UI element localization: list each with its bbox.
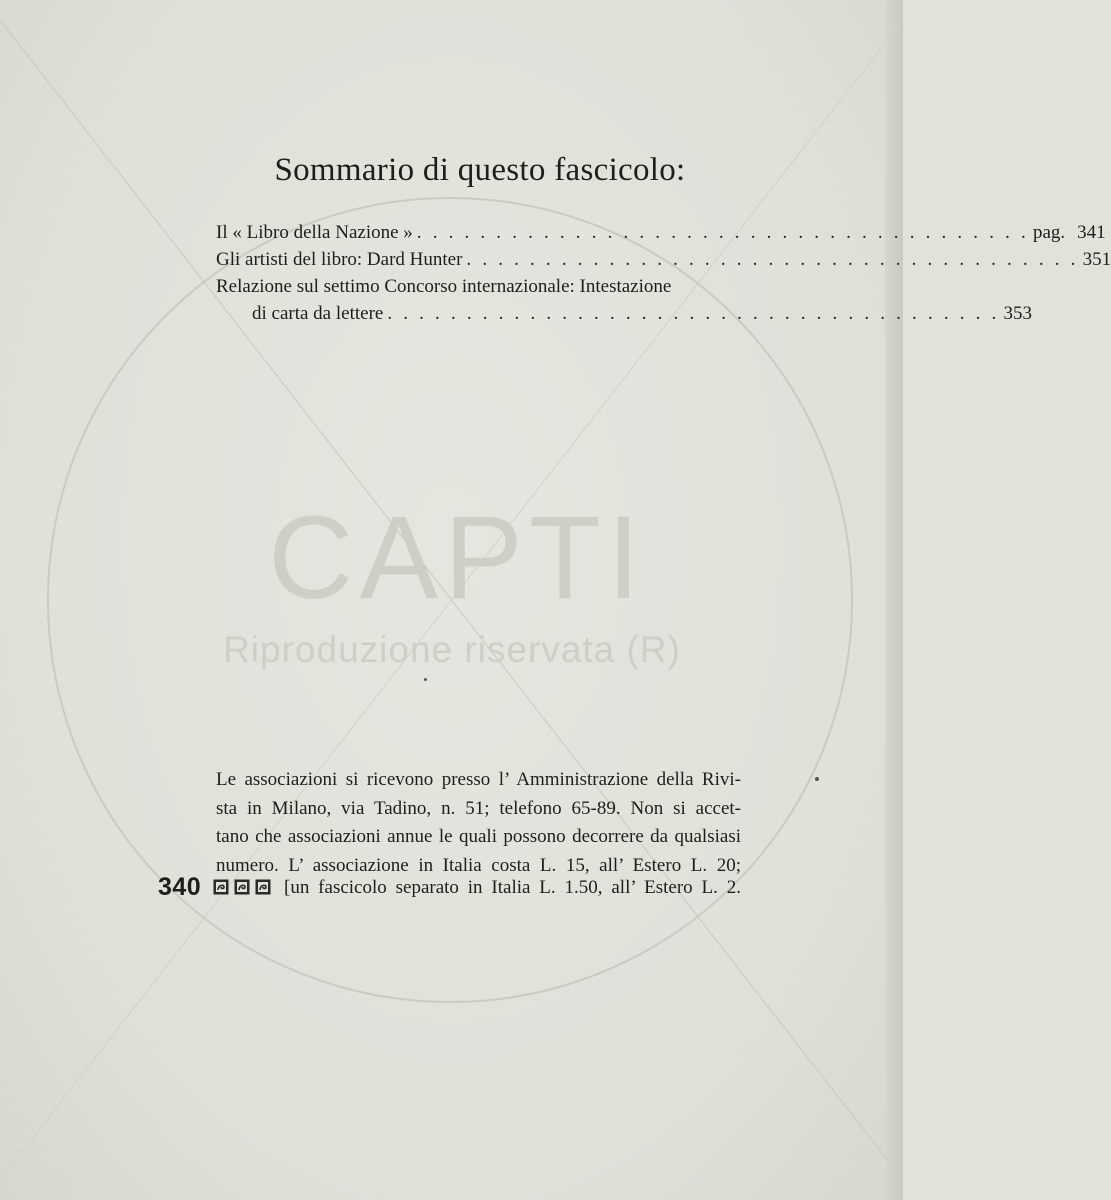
toc-pag-label: pag. [1032,222,1066,243]
watermark-notice: Riproduzione riservata (R) [223,629,681,670]
ornament-group [213,879,271,895]
paper-speck [815,777,819,781]
toc-entry-title: Il « Libro della Nazione » [216,222,413,243]
toc-entry-page: 351 [1082,249,1111,270]
toc-entry-page: 353 [1003,303,1032,324]
notice-line: numero. L’ associazione in Italia costa L. 15, all’ Estero L. 20; [216,854,741,876]
toc-entry-title-continuation: di carta da lettere [252,303,384,324]
watermark-brand: CAPTI [268,492,646,624]
toc-entry [216,249,1111,276]
page-number: 340 [158,873,202,901]
ornament-icon [234,879,250,895]
toc-entry-title: Gli artisti del libro: Dard Hunter [216,249,463,270]
toc-entry [216,222,1106,249]
page-title: Sommario di questo fascicolo: [274,152,686,188]
toc-leader: . . . . . . . . . . . . . . . . . . . . . . . . . . . . . . . . . . . . . . . [466,249,1079,270]
notice-line: Le associazioni si ricevono presso l’ Amministrazione della Rivi- [216,769,741,790]
toc-entry-continuation [216,303,1032,330]
ornament-icon [213,879,229,895]
toc-entry-page: 341 [1077,222,1106,243]
ornament-icon [255,879,271,895]
toc-leader: . . . . . . . . . . . . . . . . . . . . . . . . . . . . . . . . . . . . . . . [387,303,1000,324]
toc-entry [216,276,743,303]
toc-leader: . . . . . . . . . . . . . . . . . . . . . . . . . . . . . . . . . . . . . . . [416,222,1029,243]
toc-entry-title: Relazione sul settimo Concorso internazionale: Intestazione [216,276,672,297]
notice-last-line: [un fascicolo separato in Italia L. 1.50, all’ Estero L. 2. [284,877,741,898]
center-dot [424,678,427,681]
notice-line: sta in Milano, via Tadino, n. 51; telefono 65-89. Non si accet- [216,797,741,819]
notice-line: tano che associazioni annue le quali possono decorrere da qualsiasi [216,826,741,847]
association-notice [216,766,741,880]
table-of-contents [216,222,1111,330]
